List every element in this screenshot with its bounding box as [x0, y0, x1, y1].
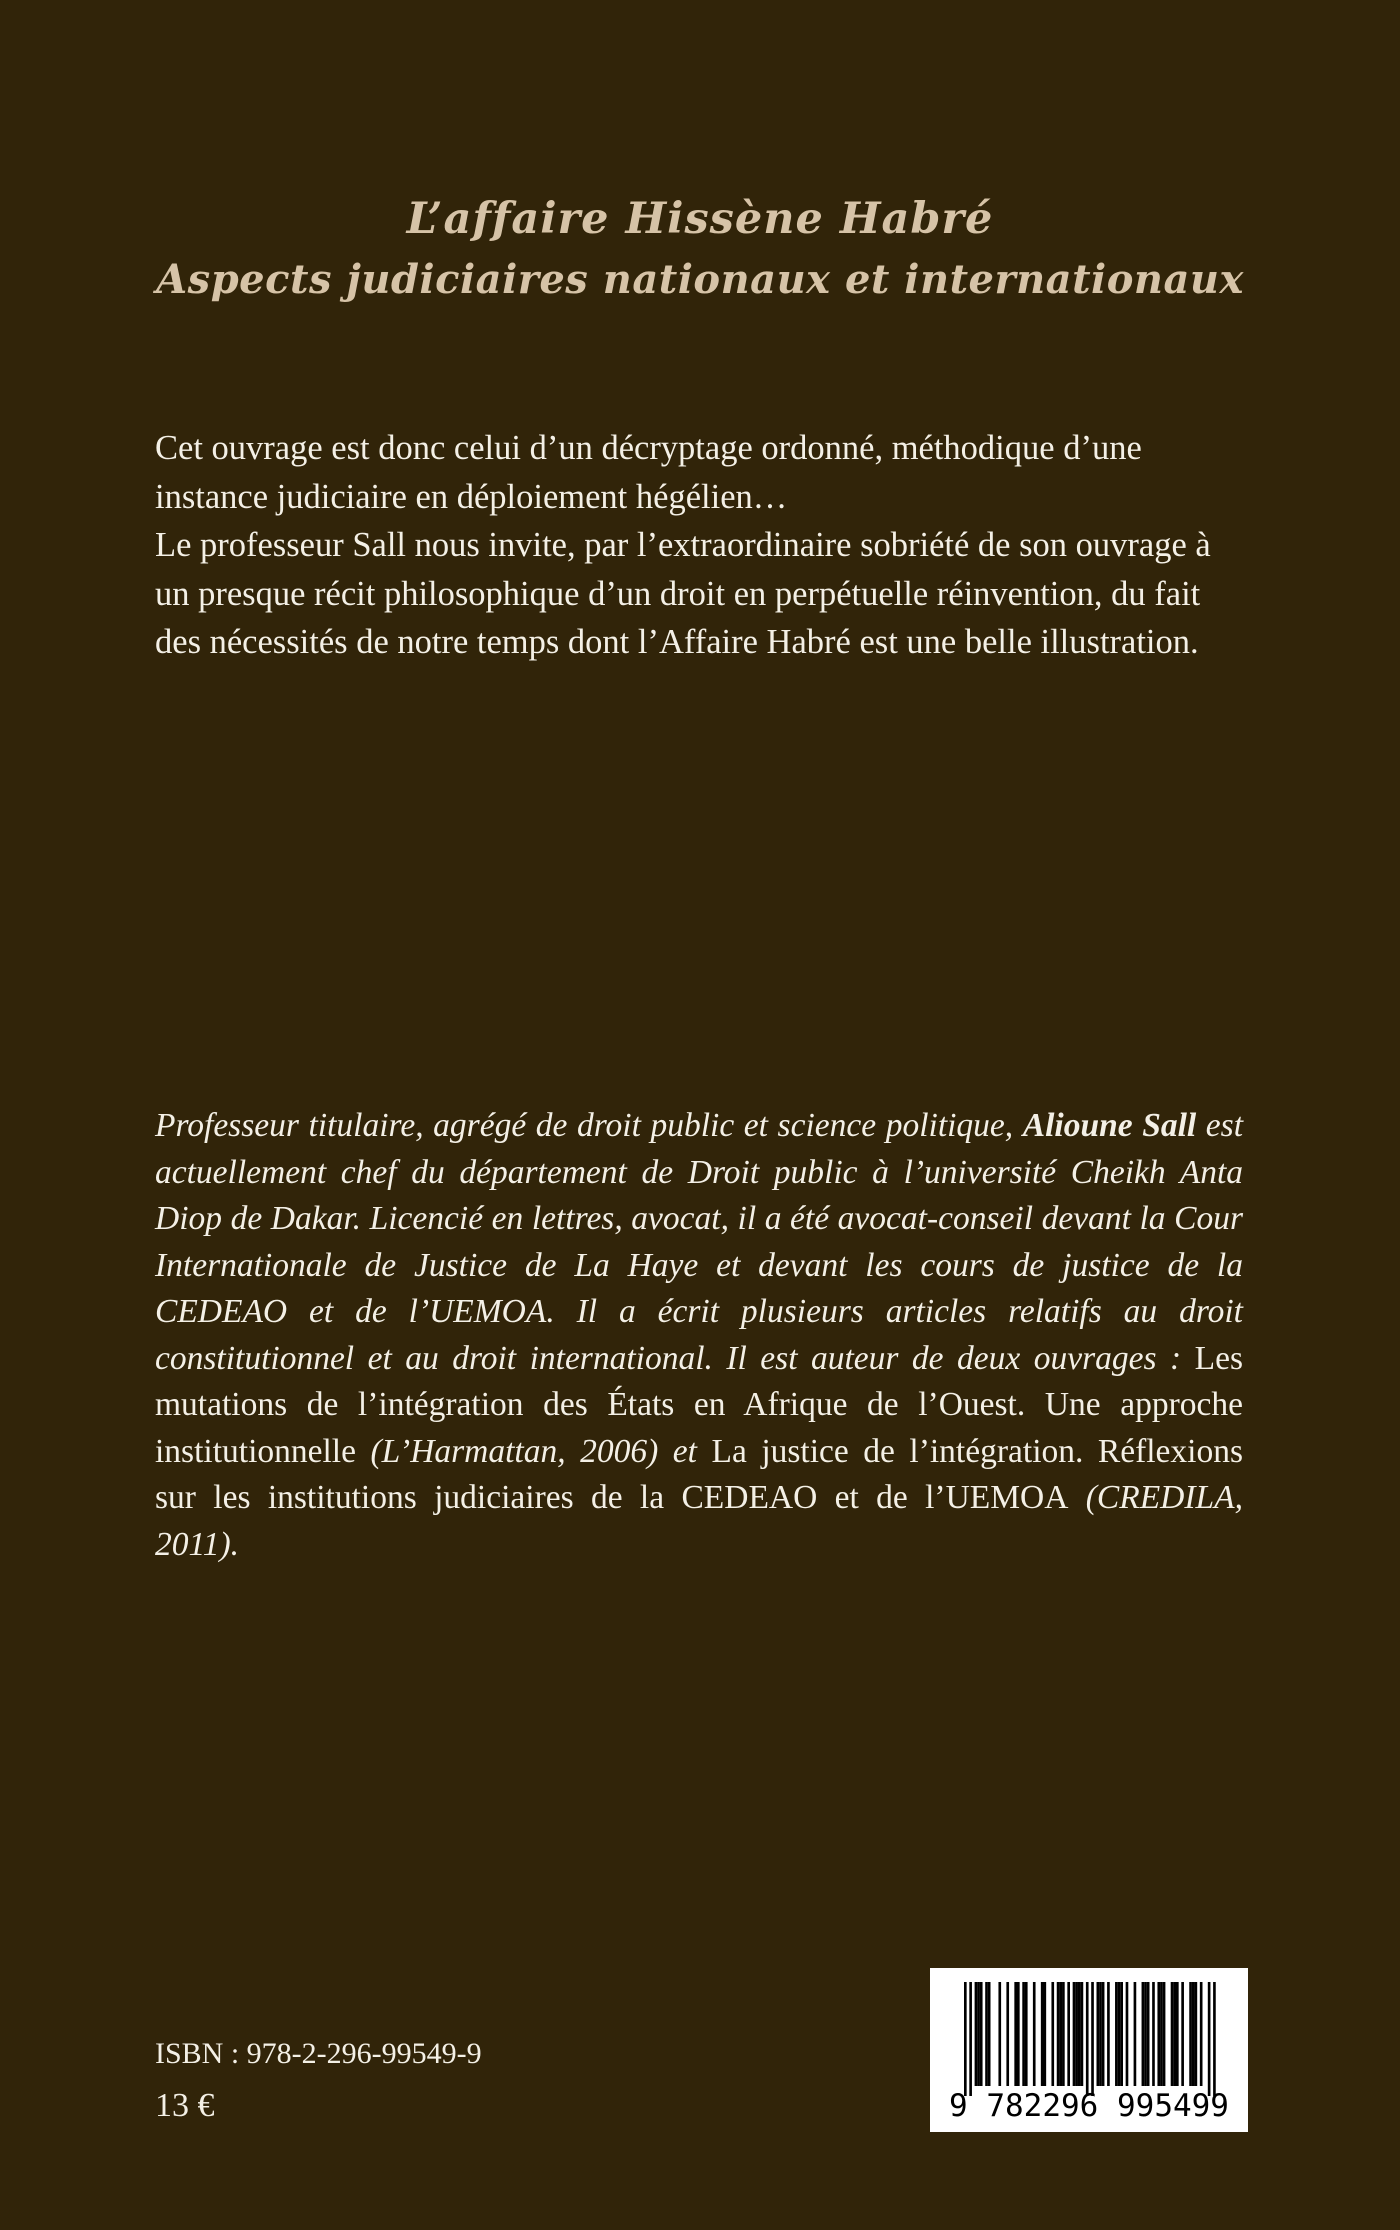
barcode-bar [1097, 1982, 1100, 2086]
barcode-bar [1195, 1982, 1198, 2086]
summary-paragraph: Le professeur Sall nous invite, par l’extraordinaire sobriété de son ouvrage à un presque récit philosophique d’un droit en perpétuelle réinvention, du fait des nécessités de notre temps dont l’Affaire Habré est une belle illustration. [155, 526, 1211, 661]
barcode-bar [1041, 1982, 1044, 2086]
barcode-bar [1006, 1982, 1009, 2086]
barcode-bar [1157, 1982, 1160, 2086]
barcode-bar [1147, 1982, 1150, 2086]
barcode-bar [1120, 1982, 1123, 2086]
barcode-bar [1102, 1982, 1105, 2086]
bio-intro: Professeur titulaire, agrégé de droit public et science politique, [155, 1107, 1014, 1144]
barcode-bar [977, 1982, 980, 2086]
barcode-bar [1173, 1982, 1176, 2086]
barcode-bar [1078, 1982, 1081, 2086]
summary-text [155, 424, 1227, 667]
barcode-bar [1213, 1982, 1216, 2096]
barcode-bar [1126, 1982, 1129, 2086]
book2-title: La justice de l’intégration. Réflexions sur les institutions judiciaires de la CEDEAO et de l’UEMOA [155, 1432, 1244, 1516]
book2-publisher: (CREDILA, 2011). [155, 1479, 1243, 1563]
price-label: 13 € [155, 2087, 215, 2124]
barcode-bar [1099, 1982, 1102, 2086]
barcode-bar [980, 1982, 983, 2086]
summary-paragraph: Cet ouvrage est donc celui d’un décryptage ordonné, méthodique d’une instance judiciaire en déploiement hégélien… [155, 429, 1142, 516]
barcode-bar [1134, 1982, 1137, 2086]
barcode-bar [988, 1982, 991, 2086]
barcode-bar [985, 1982, 988, 2086]
barcode-bar [1075, 1982, 1078, 2086]
bio-body: est actuellement chef du département de Droit public à l’université Cheikh Anta Diop de Dakar. Licencié en lettres, avocat, il a été avocat-conseil devant la Cour Internationale de Justice de La Haye et devant les cours de justice de la CEDEAO et de l’UEMOA. Il a écrit plusieurs articles relatifs au droit constitutionnel et au droit international. Il est auteur de deux ouvrages : [155, 1107, 1244, 1377]
barcode-bar [1044, 1982, 1047, 2086]
barcode-bar [1014, 1982, 1017, 2086]
barcode [930, 1968, 1248, 2132]
barcode-bar [1033, 1982, 1036, 2086]
author-name: Alioune Sall [1022, 1107, 1197, 1144]
barcode-bar [1073, 1982, 1076, 2086]
book-subtitle: Aspects judiciaires nationaux et internationaux [156, 256, 1244, 303]
barcode-bar [1059, 1982, 1062, 2086]
barcode-bar [1163, 1982, 1166, 2086]
barcode-bar [1017, 1982, 1020, 2086]
barcode-bar [1144, 1982, 1147, 2086]
barcode-bar [1176, 1982, 1179, 2086]
barcode-digits: 9 782296 995499 [949, 2088, 1229, 2124]
barcode-bar [1086, 1982, 1089, 2096]
barcode-bar [1189, 1982, 1192, 2086]
barcode-bar [964, 1982, 967, 2096]
barcode-bar [1181, 1982, 1184, 2086]
barcode-bar [1152, 1982, 1155, 2086]
barcode-bar [1091, 1982, 1094, 2096]
title-block [150, 190, 1250, 312]
barcode-bar [1022, 1982, 1025, 2086]
barcode-bar [1142, 1982, 1145, 2086]
barcode-bar [998, 1982, 1001, 2086]
barcode-bar [1200, 1982, 1203, 2086]
barcode-bar [1192, 1982, 1195, 2086]
barcode-bar [1107, 1982, 1110, 2086]
book1-publisher: (L’Harmattan, 2006) [370, 1432, 659, 1470]
barcode-bar [1118, 1982, 1121, 2086]
barcode-bar [1025, 1982, 1028, 2086]
book-title: L’affaire Hissène Habré [406, 194, 994, 244]
barcode-bar [1171, 1982, 1174, 2086]
bio-conjunction: et [672, 1432, 697, 1470]
barcode-bar [1208, 1982, 1211, 2096]
isbn-label: ISBN : 978-2-296-99549-9 [155, 2037, 482, 2070]
barcode-bar [1067, 1982, 1070, 2086]
author-bio [155, 1103, 1243, 1568]
barcode-bar [975, 1982, 978, 2086]
barcode-bar [1115, 1982, 1118, 2086]
book1-title: Les mutations de l’intégration des États en Afrique de l’Ouest. Une approche institutionnelle [155, 1339, 1243, 1470]
barcode-bar [1160, 1982, 1163, 2086]
barcode-bar [1062, 1982, 1065, 2086]
barcode-bar [1051, 1982, 1054, 2086]
barcode-bar [1081, 1982, 1084, 2086]
barcode-bar [1057, 1982, 1060, 2086]
barcode-bar [969, 1982, 972, 2096]
